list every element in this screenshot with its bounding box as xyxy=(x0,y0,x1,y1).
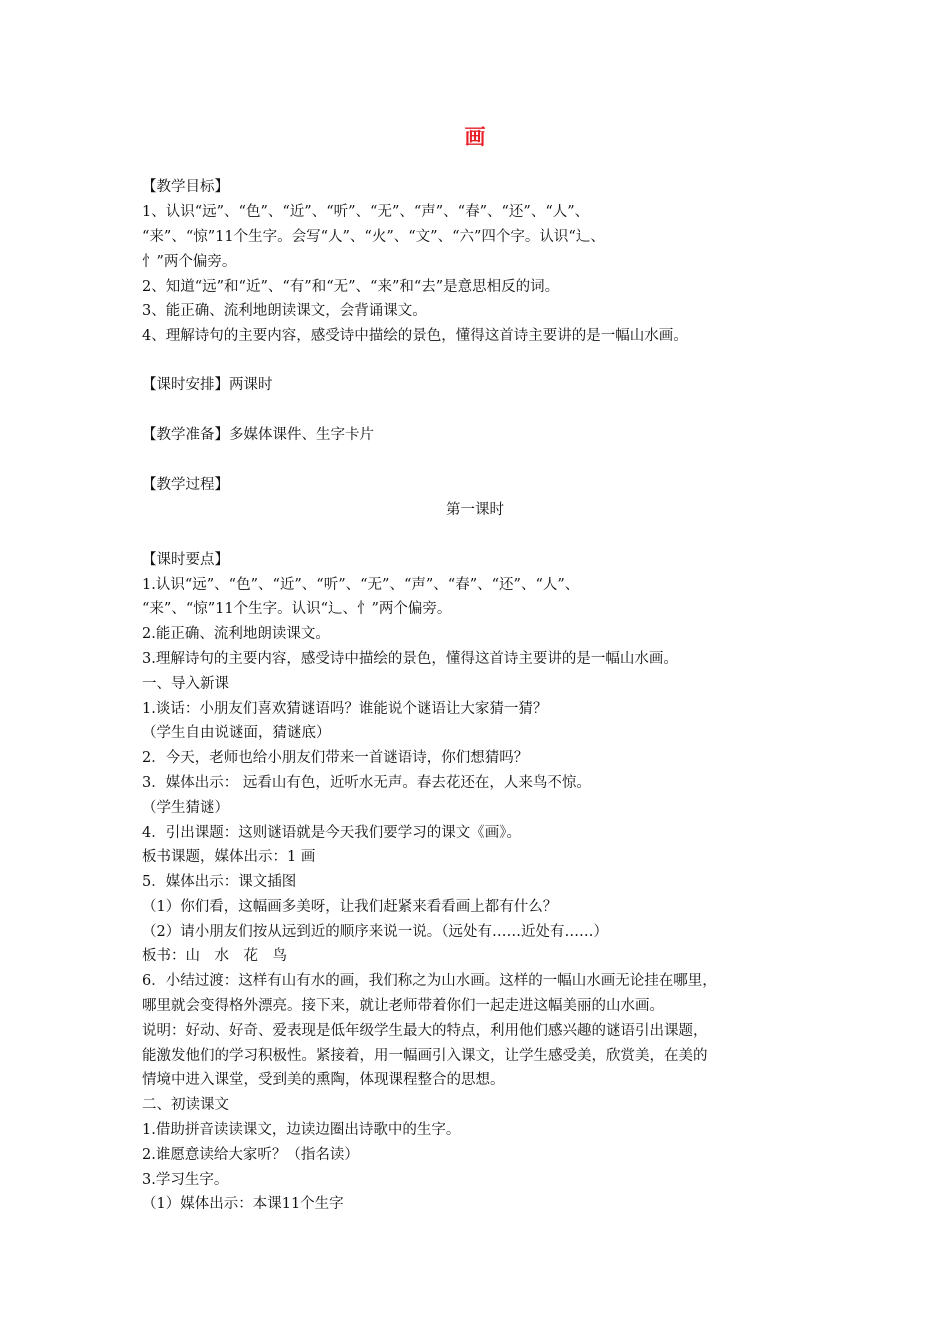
objective-line: 3、能正确、流利地朗读课文，会背诵课文。 xyxy=(142,303,427,319)
document-title: 画 xyxy=(464,125,486,149)
section-preparation: 【教学准备】多媒体课件、生字卡片 xyxy=(142,427,374,443)
section-heading-process: 【教学过程】 xyxy=(142,477,229,493)
body-line: （学生自由说谜面，猜谜底） xyxy=(142,725,331,741)
body-line: 说明：好动、好奇、爱表现是低年级学生最大的特点，利用他们感兴趣的谜语引出课题， xyxy=(142,1023,708,1039)
body-line: （学生猜谜） xyxy=(142,800,229,816)
section-heading-key-points: 【课时要点】 xyxy=(142,552,229,568)
body-line: 1.借助拼音读读课文，边读边圈出诗歌中的生字。 xyxy=(142,1122,461,1138)
step-heading-intro: 一、导入新课 xyxy=(142,676,229,692)
body-line: 板书：山 水 花 鸟 xyxy=(142,948,287,964)
key-point-line: “来”、“惊”11个生字。认识“辶、忄”两个偏旁。 xyxy=(142,601,452,617)
body-line: 能激发他们的学习积极性。紧接着，用一幅画引入课文，让学生感受美，欣赏美，在美的 xyxy=(142,1048,708,1064)
body-line: 3．媒体出示： 远看山有色，近听水无声。春去花还在，人来鸟不惊。 xyxy=(142,775,591,791)
key-point-line: 3.理解诗句的主要内容，感受诗中描绘的景色，懂得这首诗主要讲的是一幅山水画。 xyxy=(142,651,678,667)
objective-line: 4、理解诗句的主要内容，感受诗中描绘的景色，懂得这首诗主要讲的是一幅山水画。 xyxy=(142,328,688,344)
key-point-line: 1.认识“远”、“色”、“近”、“听”、“无”、“声”、“春”、“还”、“人”、 xyxy=(142,577,580,593)
body-line: （1）你们看，这幅画多美呀，让我们赶紧来看看画上都有什么？ xyxy=(142,899,558,915)
objective-line: 2、知道“远”和“近”、“有”和“无”、“来”和“去”是意思相反的词。 xyxy=(142,279,560,295)
body-line: 4．引出课题：这则谜语就是今天我们要学习的课文《画》。 xyxy=(142,825,521,841)
body-line: 6．小结过渡：这样有山有水的画，我们称之为山水画。这样的一幅山水画无论挂在哪里， xyxy=(142,973,717,989)
lesson-heading: 第一课时 xyxy=(446,502,504,518)
section-heading-objectives: 【教学目标】 xyxy=(142,179,229,195)
body-line: 3.学习生字。 xyxy=(142,1172,229,1188)
objective-line: 1、认识“远”、“色”、“近”、“听”、“无”、“声”、“春”、“还”、“人”、 xyxy=(142,204,590,220)
body-line: 板书课题，媒体出示：1 画 xyxy=(142,849,316,865)
body-line: 2．今天，老师也给小朋友们带来一首谜语诗，你们想猜吗？ xyxy=(142,750,529,766)
body-line: 情境中进入课堂，受到美的熏陶，体现课程整合的思想。 xyxy=(142,1072,505,1088)
body-line: 1.谈话：小朋友们喜欢猜谜语吗？谁能说个谜语让大家猜一猜？ xyxy=(142,701,548,717)
body-line: 2.谁愿意读给大家听？（指名读） xyxy=(142,1147,359,1163)
body-line: 哪里就会变得格外漂亮。接下来，就让老师带着你们一起走进这幅美丽的山水画。 xyxy=(142,998,664,1014)
step-heading-first-reading: 二、初读课文 xyxy=(142,1097,229,1113)
body-line: （2）请小朋友们按从远到近的顺序来说一说。（远处有……近处有……） xyxy=(142,924,608,940)
objective-line: 忄”两个偏旁。 xyxy=(142,254,237,270)
body-line: （1）媒体出示：本课11个生字 xyxy=(142,1196,344,1212)
objective-line: “来”、“惊”11个生字。会写“人”、“火”、“文”、“六”四个字。认识“辶、 xyxy=(142,229,605,245)
key-point-line: 2.能正确、流利地朗读课文。 xyxy=(142,626,330,642)
section-schedule: 【课时安排】两课时 xyxy=(142,377,273,393)
body-line: 5．媒体出示：课文插图 xyxy=(142,874,297,890)
